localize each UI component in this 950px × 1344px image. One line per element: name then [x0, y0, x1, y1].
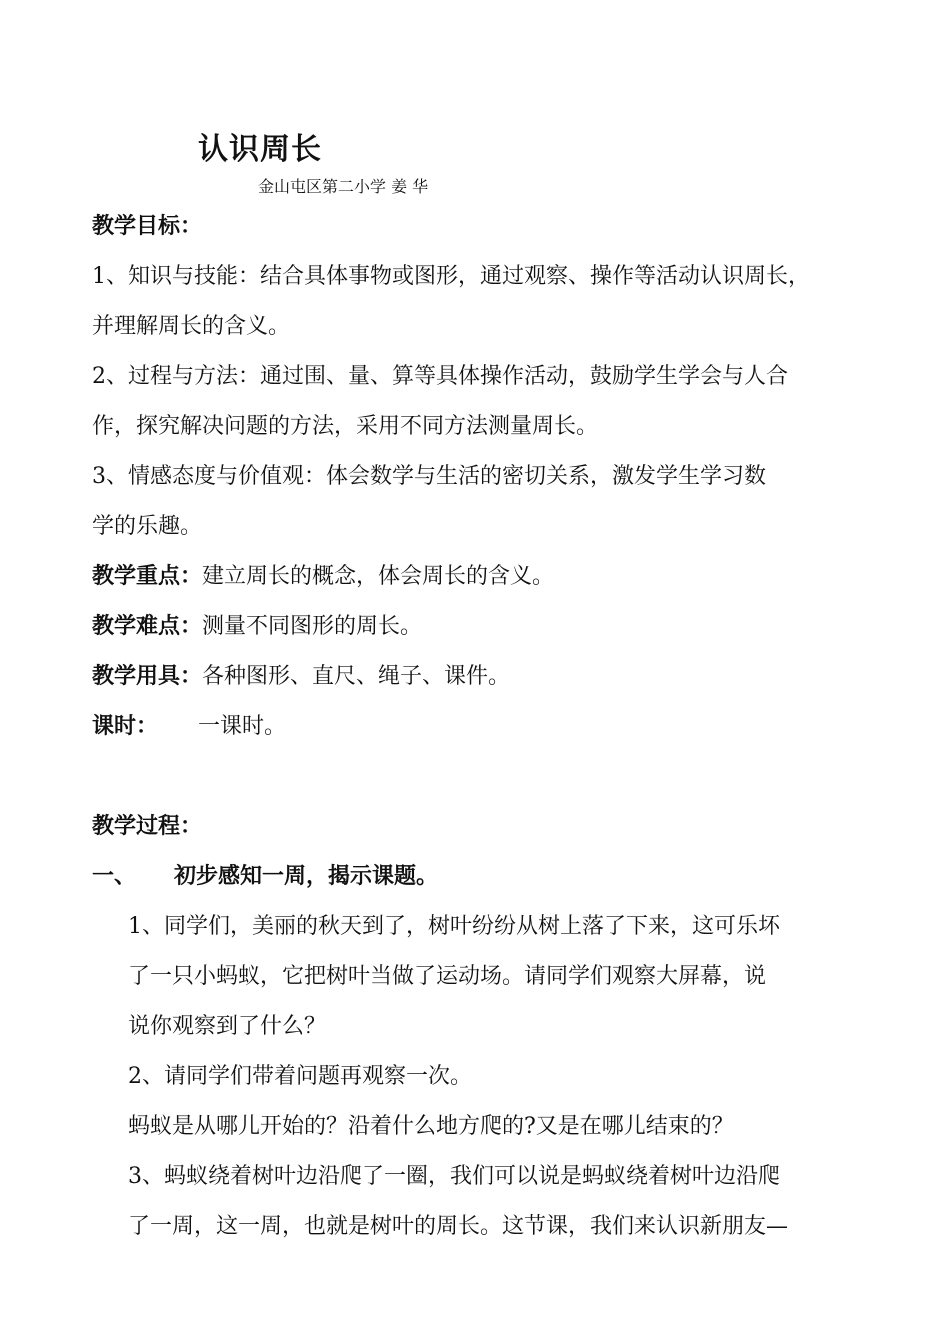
key-point-row — [92, 552, 882, 602]
paragraph-3-line-2: 了一周，这一周，也就是树叶的周长。这节课，我们来认识新朋友— — [128, 1214, 789, 1239]
tools-row — [92, 652, 882, 702]
goal-1-line-1: 1、知识与技能：结合具体事物或图形，通过观察、操作等活动认识周长， — [92, 264, 810, 289]
goals-heading: 教学目标： — [92, 214, 203, 239]
paragraph-1-line-3: 说你观察到了什么？ — [128, 1014, 327, 1039]
difficulty-label: 教学难点： — [92, 614, 203, 639]
section-1-heading — [92, 852, 882, 902]
section-1-title: 初步感知一周，揭示课题。 — [174, 864, 439, 889]
paragraph-2-line-1: 2、请同学们带着问题再观察一次。 — [128, 1064, 472, 1089]
difficulty-row — [92, 602, 882, 652]
key-point-label: 教学重点： — [92, 564, 203, 589]
lesson-row — [92, 702, 882, 752]
goal-2-line-2: 作，探究解决问题的方法，采用不同方法测量周长。 — [92, 414, 599, 439]
section-1-number: 一、 — [92, 864, 137, 889]
paragraph-1-line-1: 1、同学们，美丽的秋天到了，树叶纷纷从树上落了下来，这可乐坏 — [128, 914, 780, 939]
key-point-text: 建立周长的概念，体会周长的含义。 — [202, 564, 555, 589]
paragraph-2-line-2: 蚂蚁是从哪儿开始的？沿着什么地方爬的?又是在哪儿结束的？ — [128, 1114, 734, 1139]
process-heading: 教学过程： — [92, 814, 203, 839]
paragraph-3-line-1: 3、蚂蚁绕着树叶边沿爬了一圈，我们可以说是蚂蚁绕着树叶边沿爬 — [128, 1164, 780, 1189]
paragraph-1-line-2: 了一只小蚂蚁，它把树叶当做了运动场。请同学们观察大屏幕，说 — [128, 964, 767, 989]
difficulty-text: 测量不同图形的周长。 — [202, 614, 423, 639]
goal-1-line-2: 并理解周长的含义。 — [92, 314, 291, 339]
author-line: 金山屯区第二小学 姜 华 — [258, 177, 429, 196]
goal-3-line-1: 3、情感态度与价值观：体会数学与生活的密切关系，激发学生学习数 — [92, 464, 766, 489]
goal-3-line-2: 学的乐趣。 — [92, 514, 203, 539]
lesson-text: 一课时。 — [198, 714, 287, 739]
goal-2-line-1: 2、过程与方法：通过围、量、算等具体操作活动，鼓励学生学会与人合 — [92, 364, 788, 389]
document-title: 认识周长 — [198, 132, 322, 167]
lesson-label: 课时： — [92, 714, 159, 739]
tools-label: 教学用具： — [92, 664, 203, 689]
document-body — [92, 202, 882, 1252]
tools-text: 各种图形、直尺、绳子、课件。 — [202, 664, 511, 689]
blank-line — [92, 752, 882, 802]
